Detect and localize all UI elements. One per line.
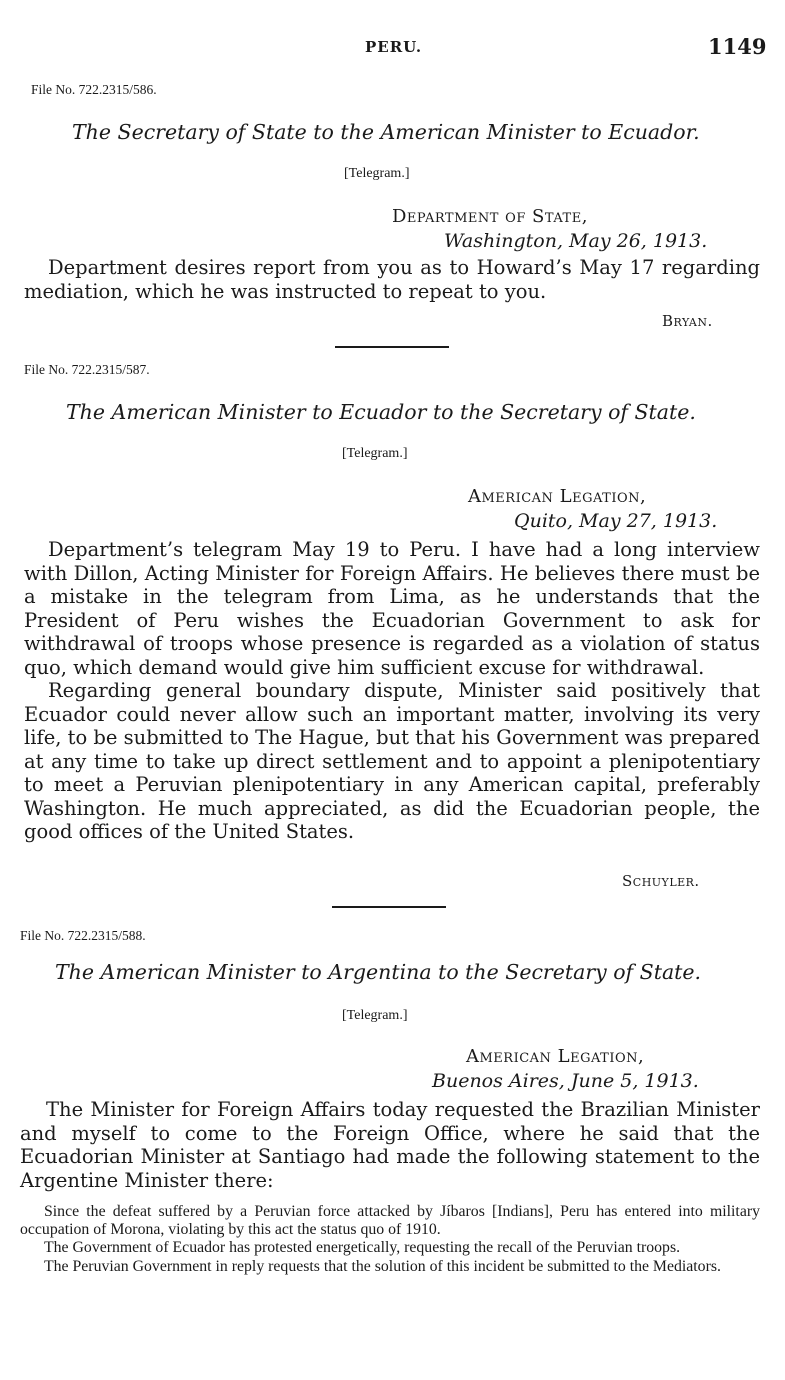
paragraph: The Minister for Foreign Affairs today requested the Brazilian Minister and myself to come to the Foreign Office, where he said that the Ecuadorian Minister at Santiago had made the following statement to the Argentine Minister there:	[20, 1098, 760, 1192]
dateline: Washington, May 26, 1913.	[444, 230, 708, 252]
dateline: Buenos Aires, June 5, 1913.	[432, 1070, 699, 1092]
page-header	[0, 34, 785, 64]
file-number: File No. 722.2315/586.	[31, 82, 157, 97]
quoted-paragraph: The Government of Ecuador has protested energetically, requesting the recall of the Peruvian troops.	[44, 1239, 681, 1257]
section-divider	[335, 346, 449, 348]
message-body	[24, 256, 760, 303]
document-title: The American Minister to Argentina to the Secretary of State.	[55, 960, 702, 984]
section-divider	[332, 906, 446, 908]
sender-place: American Legation,	[466, 1046, 645, 1067]
signature: Schuyler.	[622, 872, 700, 890]
file-number: File No. 722.2315/587.	[24, 362, 150, 377]
quoted-paragraph: The Peruvian Government in reply requests that the solution of this incident be submitted to the Mediators.	[44, 1257, 721, 1275]
paragraph: Regarding general boundary dispute, Minister said positively that Ecuador could never allow such an important matter, involving its very life, to be submitted to The Hague, but that his Government was prepared at any time to take up direct settlement and to appoint a plenipotentiary to meet a Peruvian plenipotentiary in any American capital, preferably Washington. He much appreciated, as did the Ecuadorian people, the good offices of the United States.	[24, 679, 760, 843]
page-number: 1149	[708, 34, 767, 59]
sender-place: Department of State,	[392, 206, 588, 227]
telegram-label: [Telegram.]	[342, 1008, 408, 1023]
running-head: PERU.	[365, 38, 423, 56]
file-number: File No. 722.2315/588.	[20, 928, 146, 943]
document-title: The American Minister to Ecuador to the Secretary of State.	[66, 400, 696, 424]
quoted-paragraph: Since the defeat suffered by a Peruvian force attacked by Jíbaros [Indians], Peru has entered into military occupation of Morona, violating by this act the status quo of 1910.	[20, 1203, 760, 1239]
telegram-label: [Telegram.]	[344, 166, 410, 181]
signature: Bryan.	[662, 312, 713, 330]
message-body	[24, 538, 760, 844]
message-body	[20, 1098, 760, 1192]
sender-place: American Legation,	[468, 486, 647, 507]
dateline: Quito, May 27, 1913.	[514, 510, 718, 532]
telegram-label: [Telegram.]	[342, 446, 408, 461]
quoted-statement	[20, 1203, 760, 1276]
paragraph: Department desires report from you as to Howard’s May 17 regarding mediation, which he was instructed to repeat to you.	[24, 256, 760, 303]
document-title: The Secretary of State to the American Minister to Ecuador.	[72, 120, 700, 144]
paragraph: Department’s telegram May 19 to Peru. I have had a long interview with Dillon, Acting Minister for Foreign Affairs. He believes there must be a mistake in the telegram from Lima, as he understands that the President of Peru wishes the Ecuadorian Government to ask for withdrawal of troops whose presence is regarded as a violation of status quo, which demand would give him sufficient excuse for withdrawal.	[24, 538, 760, 679]
